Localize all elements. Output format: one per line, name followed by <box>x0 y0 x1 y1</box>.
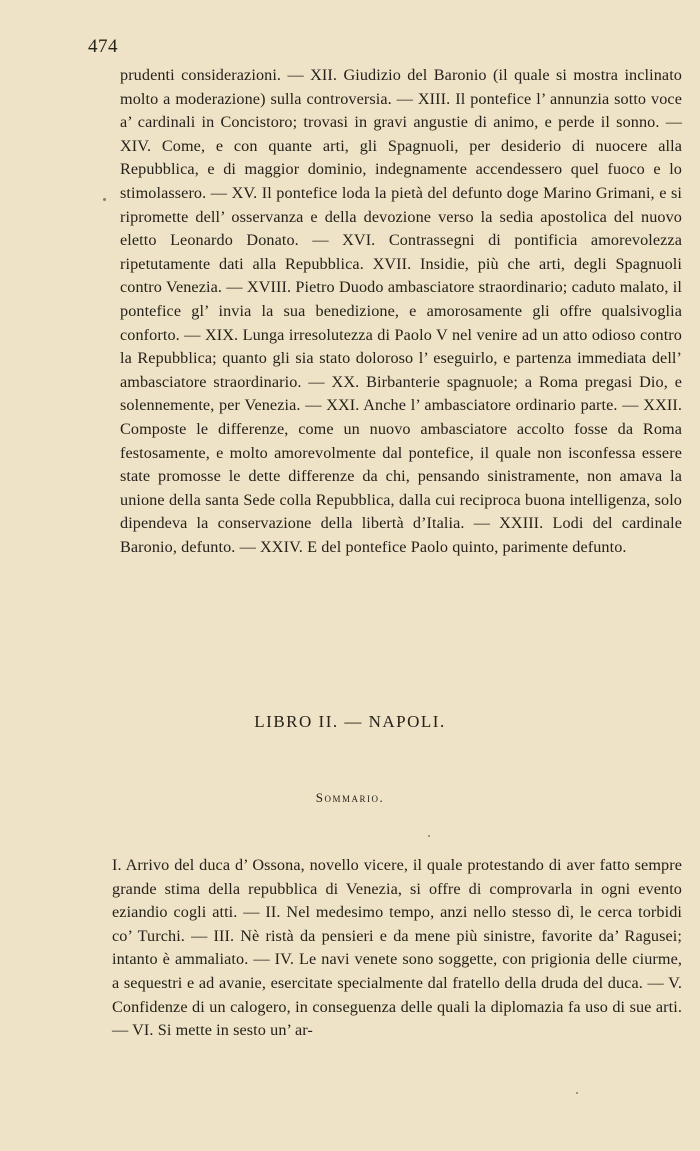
summary-paragraph: I. Arrivo del duca d’ Ossona, novello vicere, il quale protestando di aver fatto sempre grande stima della repubblica di Venezia, si offre di comprovarla in ogni evento eziandio cogli atti. — II. Nel medesimo tempo, anzi nello stesso dì, le cerca torbidi co’ Turchi. — III. Nè ristà da pensieri e da mene più sinistre, favorite da’ Ragusei; intanto è ammaliato. — IV. Le navi venete sono soggette, con prigionia delle ciurme, a sequestri e ad avanie, esercitate specialmente dal fratello della druda del duca. — V. Confidenze di un calogero, in conseguenza delle quali la diplomazia fa uso di sue arti. — VI. Si mette in sesto un’ ar- <box>112 856 682 1040</box>
paper-speck <box>576 1092 578 1094</box>
paper-speck <box>103 198 106 201</box>
section-heading: LIBRO II. — NAPOLI. <box>254 712 446 731</box>
paper-speck <box>428 835 430 837</box>
summary-paragraph-continued: prudenti considerazioni. — XII. Giudizio del Baronio (il quale si mostra inclinato molto a moderazione) sulla controversia. — XIII. Il pontefice l’ annunzia sotto voce a’ cardinali in Concistoro; trovasi in gravi angustie di animo, e perde il sonno. — XIV. Come, e con quante arti, gli Spagnuoli, per desiderio di nuocere alla Repubblica, e di maggior dominio, indegnamente accendessero quel fuoco e lo stimolassero. — XV. Il pontefice loda la pietà del defunto doge Marino Grimani, e si ripromette dell’ osservanza e della devozione verso la sedia apostolica del nuovo eletto Leonardo Donato. — XVI. Contrassegni di pontificia amorevolezza ripetutamente dati alla Repubblica. XVII. Insidie, più che arti, degli Spagnuoli contro Venezia. — XVIII. Pietro Duodo ambasciatore straordinario; caduto malato, il pontefice gl’ invia la sua benedizione, e amorosamente gli offre qualsivoglia conforto. — XIX. Lunga irresolutezza di Paolo V nel venire ad un atto odioso contro la Repubblica; quanto gli sia stato doloroso l’ eseguirlo, e partenza immediata dell’ ambasciatore straordinario. — XX. Birbanterie spagnuole; a Roma pregasi Dio, e solennemente, per Venezia. — XXI. Anche l’ ambasciatore ordinario parte. — XXII. Composte le differenze, come un nuovo ambasciatore accolto fosse da Roma festosamente, e molto amorevolmente dal pontefice, il quale non isconfessa essere state promosse le dette differenze da chi, pensando sinistramente, non amava la unione della santa Sede colla Repubblica, dalla cui reciproca buona intelligenza, solo dipendeva la conservazione della libertà d’Italia. — XXIII. Lodi del cardinale Baronio, defunto. — XXIV. E del pontefice Paolo quinto, parimente defunto. <box>120 66 682 556</box>
section-subheading: Sommario. <box>315 790 385 805</box>
page-number: 474 <box>88 36 118 57</box>
